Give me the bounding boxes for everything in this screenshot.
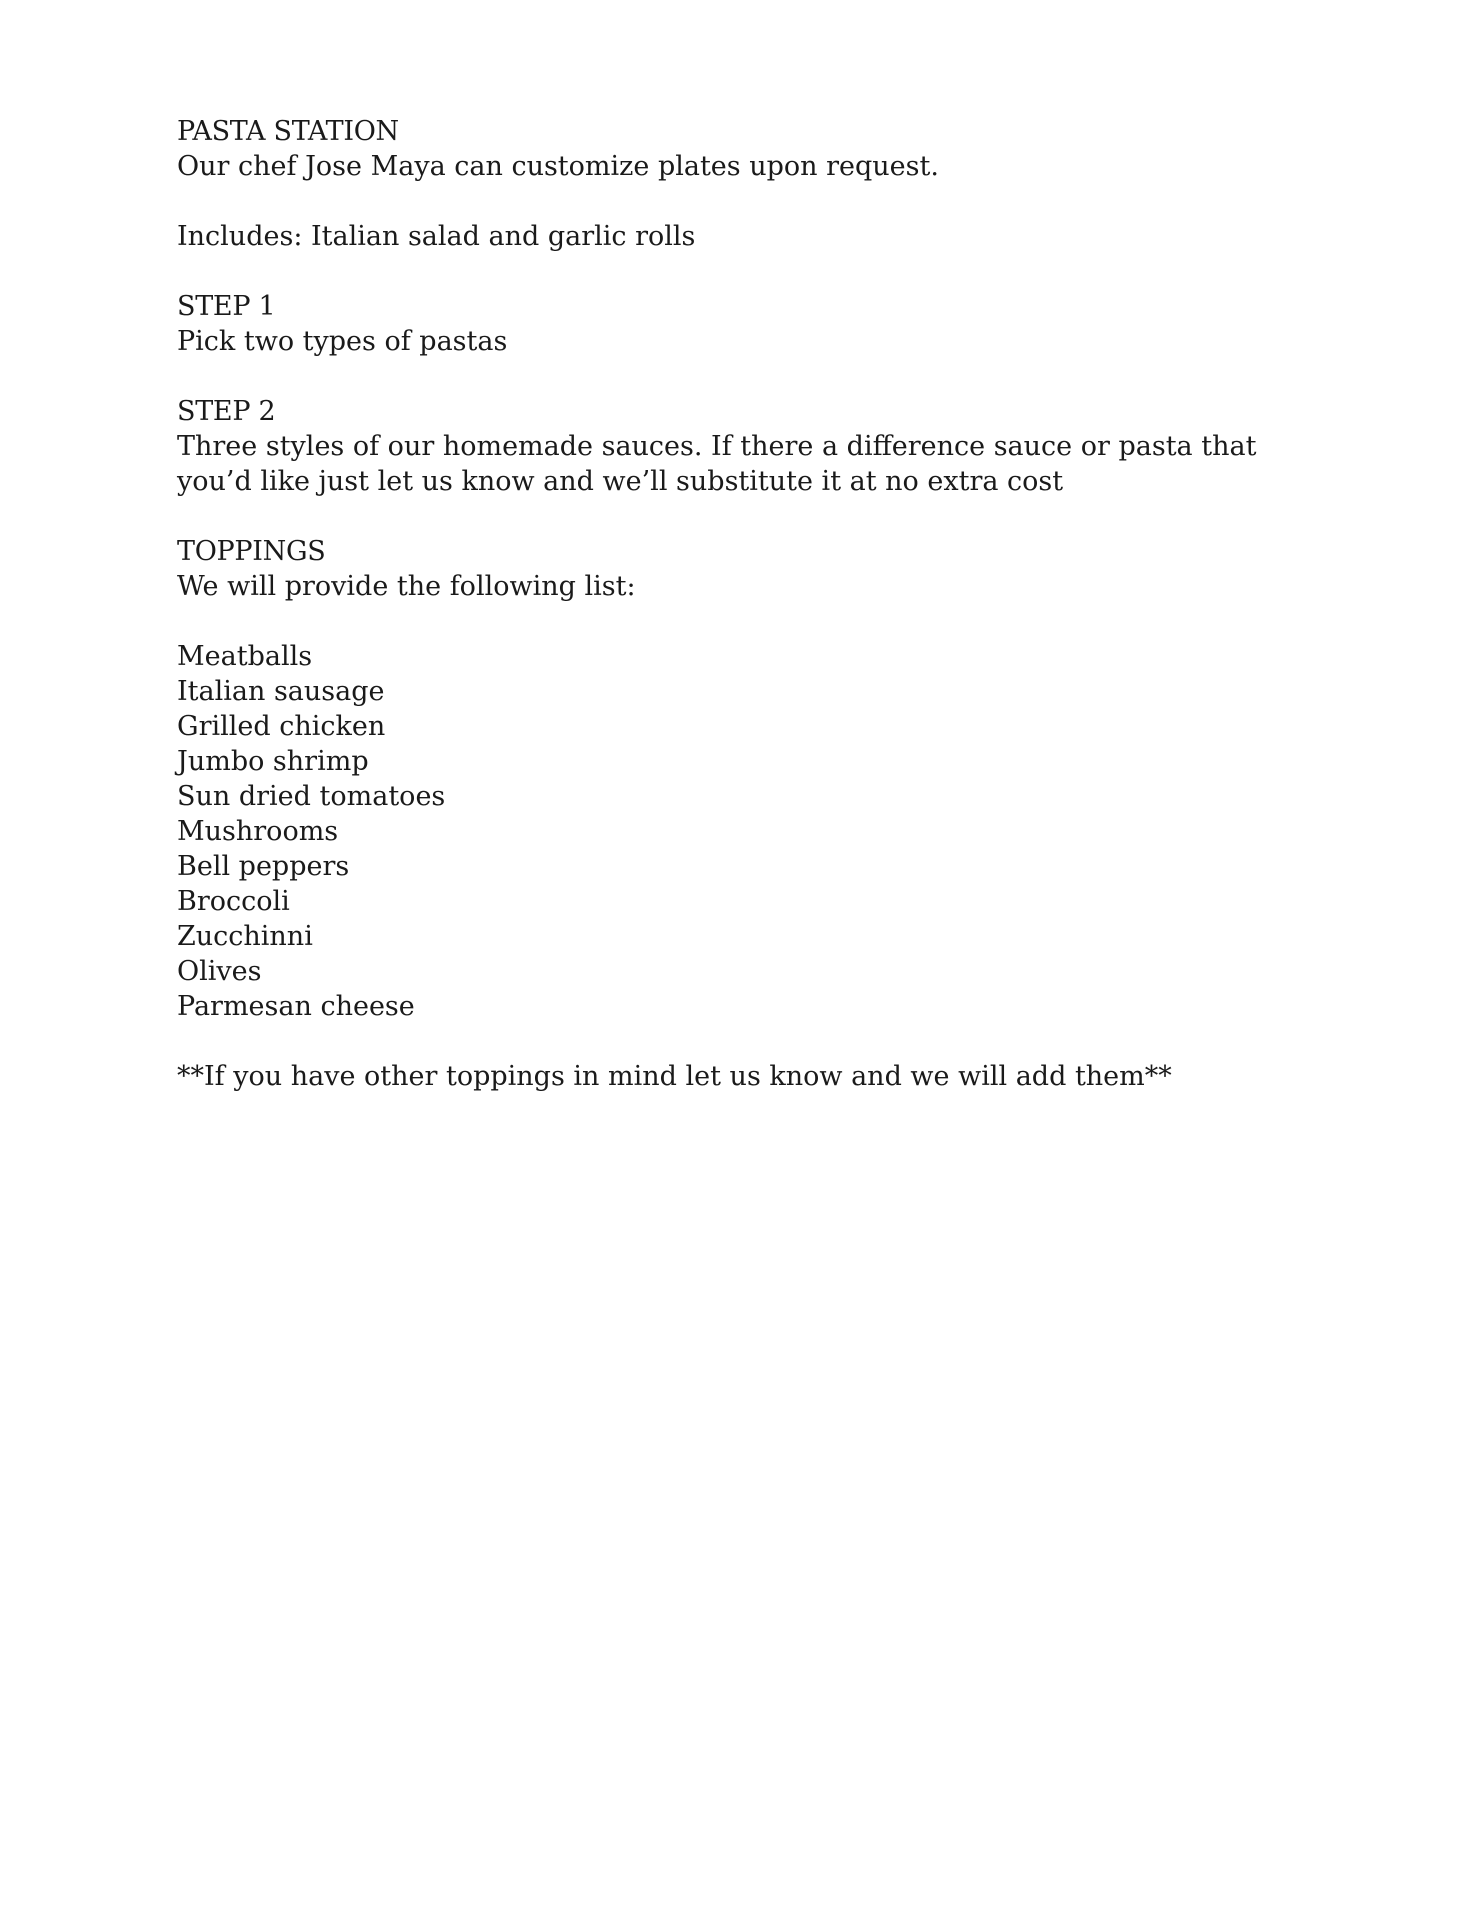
- toppings-intro: We will provide the following list:: [177, 571, 636, 602]
- step2-text: Three styles of our homemade sauces. If there a difference sauce or pasta that you’d like just let us know and we’ll substitute it at no extra cost: [177, 431, 1257, 497]
- spacer: [177, 499, 1307, 534]
- page-title: PASTA STATION: [177, 116, 399, 147]
- step1-heading: STEP 1: [177, 291, 276, 322]
- spacer: [177, 1024, 1307, 1059]
- list-item: Parmesan cheese: [177, 991, 415, 1022]
- list-item: Sun dried tomatoes: [177, 781, 446, 812]
- spacer: [177, 604, 1307, 639]
- list-item: Zucchinni: [177, 921, 313, 952]
- step1-text: Pick two types of pastas: [177, 326, 508, 357]
- list-item: Mushrooms: [177, 816, 339, 847]
- toppings-heading: TOPPINGS: [177, 536, 326, 567]
- includes-text: Includes: Italian salad and garlic rolls: [177, 221, 696, 252]
- list-item: Broccoli: [177, 886, 290, 917]
- step2-heading: STEP 2: [177, 396, 276, 427]
- list-item: Jumbo shrimp: [177, 746, 369, 777]
- intro-text: Our chef Jose Maya can customize plates upon request.: [177, 151, 939, 182]
- list-item: Italian sausage: [177, 676, 385, 707]
- spacer: [177, 254, 1307, 289]
- footer-note: **If you have other toppings in mind let us know and we will add them**: [177, 1061, 1172, 1092]
- spacer: [177, 184, 1307, 219]
- list-item: Bell peppers: [177, 851, 350, 882]
- list-item: Meatballs: [177, 641, 313, 672]
- list-item: Grilled chicken: [177, 711, 386, 742]
- menu-document: [177, 114, 1307, 1094]
- spacer: [177, 359, 1307, 394]
- toppings-list: [177, 639, 1307, 1024]
- list-item: Olives: [177, 956, 262, 987]
